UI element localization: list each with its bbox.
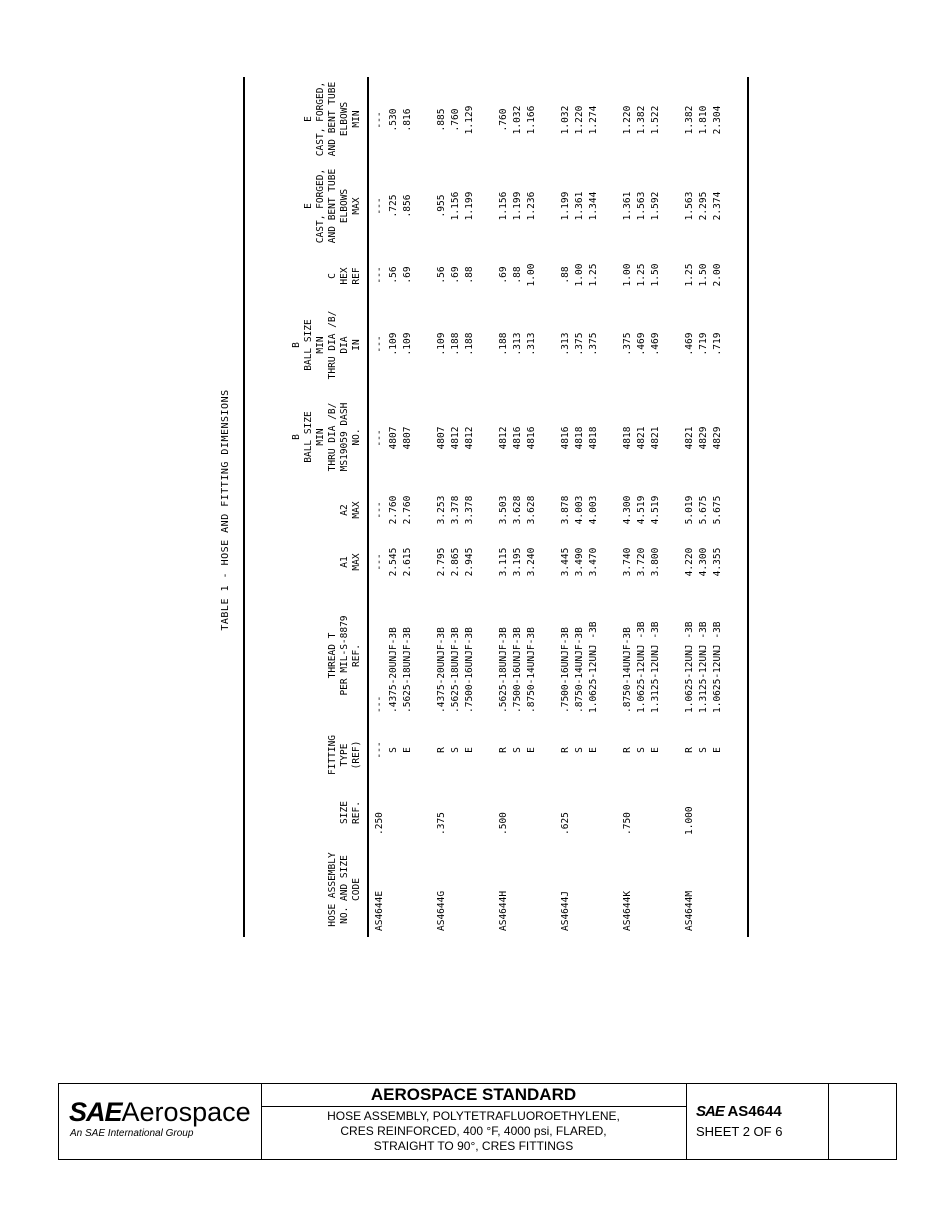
title-block [58,1083,897,1160]
cell-a2: 3.503 3.628 3.628 [498,495,537,525]
table-row-group [621,75,665,945]
cell-a2: 4.300 4.519 4.519 [622,495,661,525]
cell-hex: --- .56 .69 [374,266,413,284]
cell-code: AS4644E [374,890,385,931]
cell-a2: 3.878 4.003 4.003 [560,495,599,525]
col-header-thread: THREAD T PER MIL-S-8879 REF. [327,615,362,696]
cell-types: R S E [684,747,723,753]
col-header-ball-dia: B BALL SIZE MIN THRU DIA /B/ DIA IN [291,310,362,380]
col-header-e-max: E CAST, FORGED, AND BENT TUBE ELBOWS MAX [303,168,362,244]
cell-emin: .760 1.032 1.166 [498,105,537,135]
cell-emin: 1.382 1.810 2.304 [684,105,723,135]
cell-dash: 4818 4821 4821 [622,426,661,450]
cell-size: .625 [560,812,571,835]
cell-types: R S E [560,747,599,753]
document-number: SAE AS4644 [696,1103,782,1120]
col-header-size: SIZE REF. [339,801,362,824]
cell-code: AS4644K [622,890,633,931]
cell-size: .250 [374,812,385,835]
cell-size: .500 [498,812,509,835]
cell-a1: --- 2.545 2.615 [374,547,413,577]
blank-cell [828,1084,897,1159]
cell-size: .375 [436,812,447,835]
cell-size: .750 [622,812,633,835]
sheet-number: SHEET 2 OF 6 [696,1124,783,1139]
rotated-table-area [215,75,760,945]
cell-emax: 1.563 2.295 2.374 [684,191,723,221]
cell-a1: 2.795 2.865 2.945 [436,547,475,577]
standard-heading: AEROSPACE STANDARD [261,1084,686,1107]
col-header-assembly: HOSE ASSEMBLY NO. AND SIZE CODE [327,852,362,927]
cell-threads: --- .4375-20UNJF-3B .5625-18UNJF-3B [374,627,413,713]
cell-threads: .7500-16UNJF-3B .8750-14UNJF-3B 1.0625-12UNJ -3B [560,621,599,713]
cell-hex: 1.00 1.25 1.50 [622,263,661,287]
document-title: HOSE ASSEMBLY, POLYTETRAFLUOROETHYLENE, CRES REINFORCED, 400 °F, 4000 psi, FLARED, STRAIGHT TO 90°, CRES FITTINGS [327,1109,620,1153]
table-title: TABLE 1 - HOSE AND FITTING DIMENSIONS [220,389,231,631]
col-header-a1: A1 MAX [339,553,362,571]
cell-dia: .469 .719 .719 [684,332,723,356]
cell-hex: 1.25 1.50 2.00 [684,263,723,287]
table-row-group [683,75,727,945]
col-header-hex: C HEX REF [327,267,362,285]
table-bottom-rule [747,77,749,937]
cell-a1: 3.740 3.720 3.800 [622,547,661,577]
cell-threads: .5625-18UNJF-3B .7500-16UNJF-3B .8750-14UNJF-3B [498,627,537,713]
logo-cell [59,1084,262,1159]
cell-dia: .109 .188 .188 [436,332,475,356]
cell-a2: --- 2.760 2.760 [374,495,413,525]
document-number-cell [686,1084,829,1159]
cell-emax: --- .725 .856 [374,194,413,218]
cell-a1: 3.445 3.490 3.470 [560,547,599,577]
cell-code: AS4644G [436,890,447,931]
cell-hex: .56 .69 .88 [436,266,475,284]
cell-dash: 4821 4829 4829 [684,426,723,450]
cell-types: R S E [622,747,661,753]
cell-emax: 1.156 1.199 1.236 [498,191,537,221]
cell-emax: 1.361 1.563 1.592 [622,191,661,221]
cell-threads: 1.0625-12UNJ -3B 1.3125-12UNJ -3B 1.0625-12UNJ -3B [684,621,723,713]
cell-types: R S E [498,747,537,753]
cell-dia: .188 .313 .313 [498,332,537,356]
cell-emax: 1.199 1.361 1.344 [560,191,599,221]
table-rotated-canvas [215,75,760,945]
col-header-ball-dash: B BALL SIZE MIN THRU DIA /B/ MS19059 DASH NO. [291,402,362,472]
table-row-group [435,75,479,945]
col-header-e-min: E CAST, FORGED, AND BENT TUBE ELBOWS MIN [303,81,362,157]
cell-emin: 1.032 1.220 1.274 [560,105,599,135]
cell-hex: .88 1.00 1.25 [560,263,599,287]
table-row-group [559,75,603,945]
cell-code: AS4644J [560,890,571,931]
cell-hex: .69 .88 1.00 [498,263,537,287]
cell-dia: .313 .375 .375 [560,332,599,356]
cell-emin: --- .530 .816 [374,108,413,132]
cell-code: AS4644H [498,890,509,931]
cell-a1: 3.115 3.195 3.240 [498,547,537,577]
col-header-fitting: FITTING TYPE (REF) [327,734,362,776]
logo-tagline: An SAE International Group [70,1128,194,1139]
cell-dash: 4807 4812 4812 [436,426,475,450]
cell-dash: --- 4807 4807 [374,426,413,450]
cell-size: 1.000 [684,806,695,835]
table-row-group [497,75,541,945]
cell-a1: 4.220 4.300 4.355 [684,547,723,577]
table-body [373,75,743,945]
cell-threads: .4375-20UNJF-3B .5625-18UNJF-3B .7500-16UNJF-3B [436,627,475,713]
cell-emin: .885 .760 1.129 [436,105,475,135]
sae-aerospace-logo: SAEAerospace [69,1097,251,1127]
table-row-group [373,75,417,945]
cell-emin: 1.220 1.382 1.522 [622,105,661,135]
cell-dia: --- .109 .109 [374,332,413,356]
cell-code: AS4644M [684,890,695,931]
table-header-rule [367,77,369,937]
col-header-a2: A2 MAX [339,501,362,519]
table-top-rule [243,77,245,937]
title-cell [261,1084,687,1159]
cell-emax: .955 1.156 1.199 [436,191,475,221]
cell-a2: 5.019 5.675 5.675 [684,495,723,525]
cell-dash: 4812 4816 4816 [498,426,537,450]
cell-dia: .375 .469 .469 [622,332,661,356]
cell-types: R S E [436,747,475,753]
cell-a2: 3.253 3.378 3.378 [436,495,475,525]
cell-types: --- S E [374,741,413,759]
cell-threads: .8750-14UNJF-3B 1.0625-12UNJ -3B 1.3125-12UNJ -3B [622,621,661,713]
cell-dash: 4816 4818 4818 [560,426,599,450]
